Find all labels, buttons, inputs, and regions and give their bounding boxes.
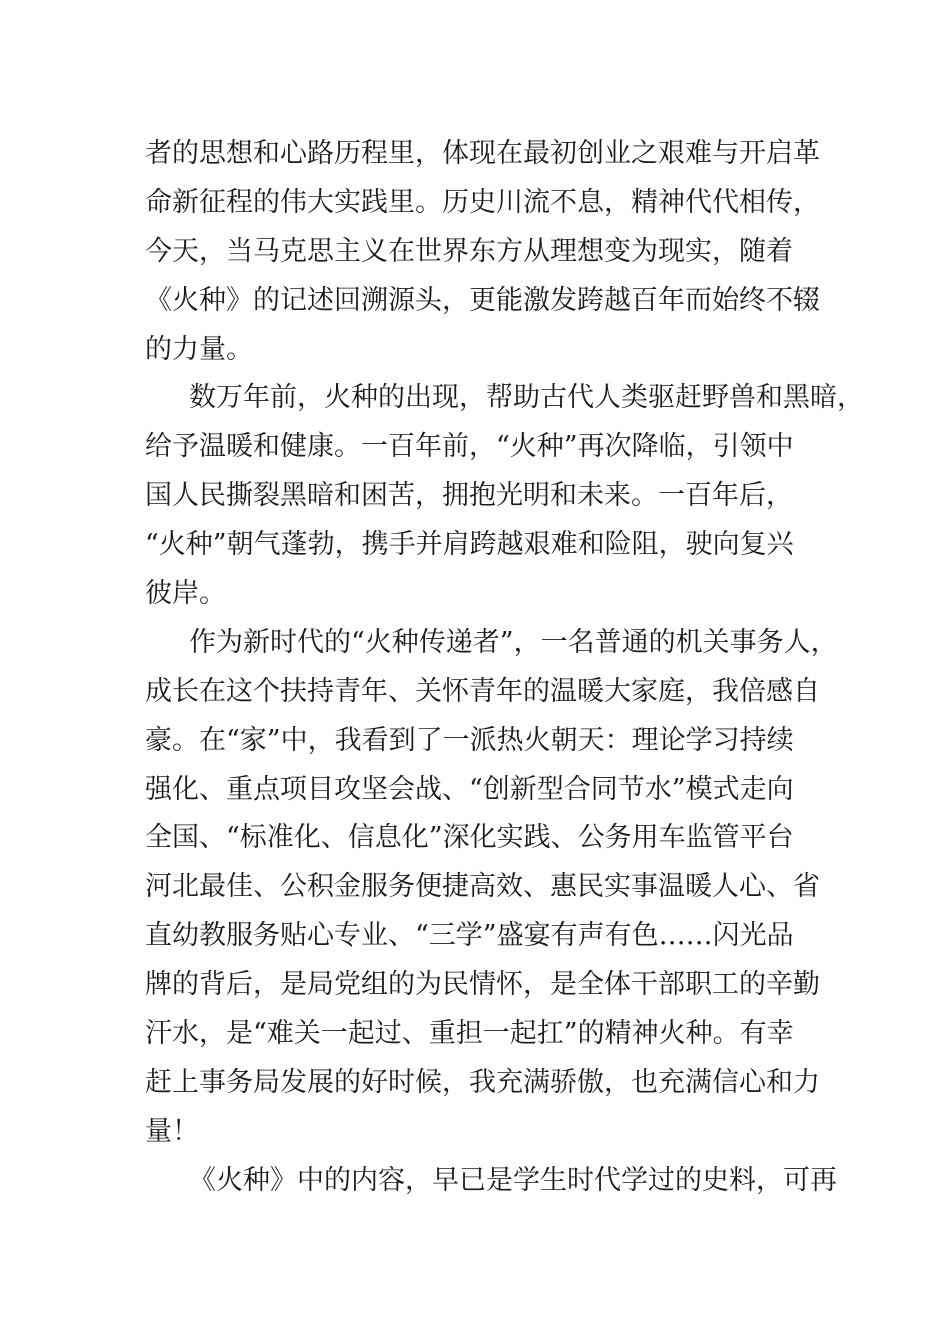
text-line: 作为新时代的“火种传递者”，一名普通的机关事务人， [189,626,838,658]
text-line: 《火种》的记述回溯源头，更能激发跨越百年而始终不辍 [145,284,820,316]
text-line: 者的思想和心路历程里，体现在最初创业之艰难与开启革 [145,138,820,169]
paragraph [145,130,825,374]
text-line: 赶上事务局发展的好时候，我充满骄傲，也充满信心和力 [145,1066,820,1098]
text-line: 强化、重点项目攻坚会战、“创新型合同节水”模式走向 [145,773,794,805]
paragraph [145,1157,837,1206]
paragraph [145,619,838,1157]
text-line: 牌的背后，是局党组的为民情怀，是全体干部职工的辛勤 [145,969,820,1001]
text-line: 国人民撕裂黑暗和困苦，拥抱光明和未来。一百年后， [145,480,793,512]
text-line: 成长在这个扶持青年、关怀青年的温暖大家庭，我倍感自 [145,675,820,707]
text-line: 直幼教服务贴心专业、“三学”盛宴有声有色……闪光品 [145,920,794,952]
text-line: 量！ [145,1115,199,1147]
text-line: 豪。在“家”中，我看到了一派热火朝天：理论学习持续 [145,724,794,756]
text-line: 河北最佳、公积金服务便捷高效、惠民实事温暖人心、省 [145,871,820,903]
paragraph [145,374,864,618]
text-line: 汗水，是“难关一起过、重担一起扛”的精神火种。有幸 [145,1018,794,1050]
text-line: 《火种》中的内容，早已是学生时代学过的史料，可再 [189,1164,837,1196]
text-line: 给予温暖和健康。一百年前，“火种”再次降临，引领中 [145,431,794,463]
text-line: 彼岸。 [145,578,226,610]
text-line: 数万年前，火种的出现，帮助古代人类驱赶野兽和黑暗， [189,382,864,414]
text-line: 的力量。 [145,333,253,365]
text-line: 今天，当马克思主义在世界东方从理想变为现实，随着 [145,235,793,267]
text-line: 命新征程的伟大实践里。历史川流不息，精神代代相传， [145,186,820,218]
text-line: “火种”朝气蓬勃，携手并肩跨越艰难和险阻，驶向复兴 [145,529,794,561]
text-line: 全国、“标准化、信息化”深化实践、公务用车监管平台 [145,822,794,854]
document-body [145,130,864,1206]
